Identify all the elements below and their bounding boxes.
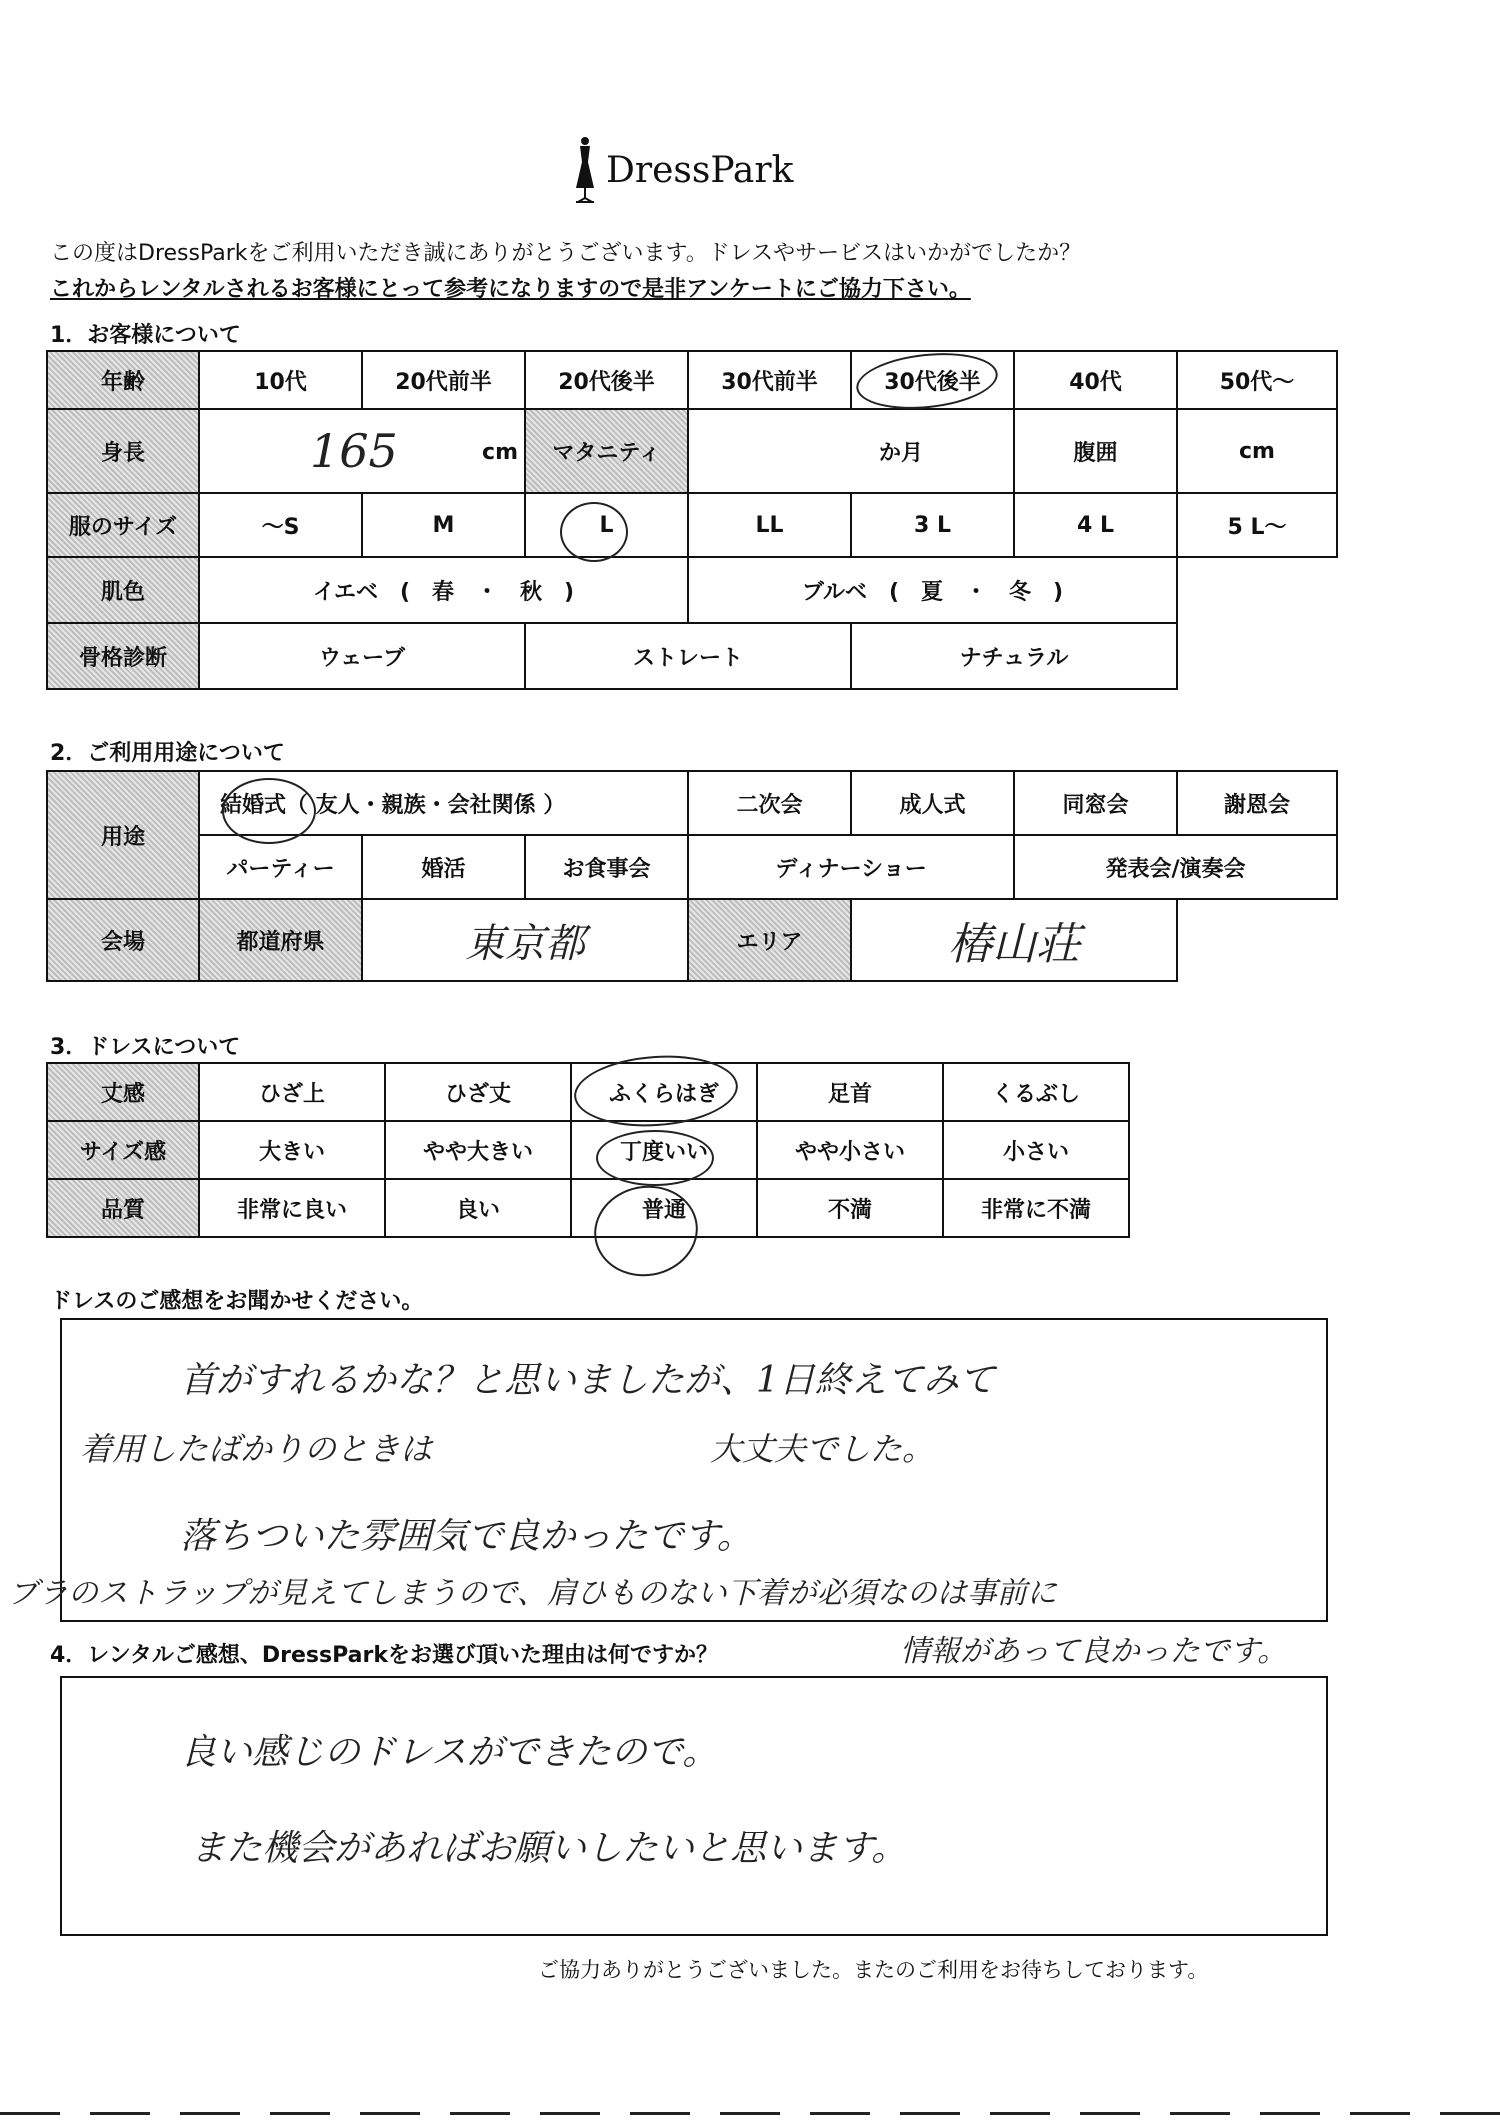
comment-line: 大丈夫でした。 (710, 1430, 935, 1468)
frame-label: 骨格診断 (47, 623, 199, 689)
section2-title: 2．ご利用用途について (50, 741, 285, 766)
fit-option[interactable]: やや小さい (757, 1121, 943, 1179)
size-option[interactable]: 3 L (851, 493, 1014, 557)
scan-edge-line (0, 2112, 1500, 2115)
size-option[interactable]: ～S (199, 493, 362, 557)
use-option[interactable]: 婚活 (362, 835, 525, 899)
intro-request: これからレンタルされるお客様にとって参考になりますので是非アンケートにご協力下さい。 (50, 277, 971, 302)
area-field[interactable] (851, 899, 1177, 981)
size-option[interactable]: 5 L～ (1177, 493, 1337, 557)
prefecture-label: 都道府県 (199, 899, 362, 981)
length-label: 丈感 (47, 1063, 199, 1121)
use-option[interactable]: 発表会/演奏会 (1014, 835, 1337, 899)
fit-option[interactable]: 大きい (199, 1121, 385, 1179)
section1-title: 1．お客様について (50, 323, 241, 348)
footer-thanks: ご協力ありがとうございました。またのご利用をお待ちしております。 (538, 1958, 1209, 1982)
wedding-detail: （ 友人・親族・会社関係 ） (286, 792, 566, 818)
quality-option[interactable]: 良い (385, 1179, 571, 1237)
use-option[interactable]: 成人式 (851, 771, 1014, 835)
height-field[interactable] (199, 409, 525, 493)
quality-option[interactable]: 非常に良い (199, 1179, 385, 1237)
skin-blue-option[interactable]: ブルベ ( 夏 ・ 冬 ) (688, 557, 1177, 623)
age-option[interactable]: 20代後半 (525, 351, 688, 409)
rental-comment-line: 良い感じのドレスができたので。 (180, 1732, 719, 1773)
age-label: 年齢 (47, 351, 199, 409)
age-option[interactable]: 20代前半 (362, 351, 525, 409)
quality-option[interactable]: 非常に不満 (943, 1179, 1129, 1237)
age-option-selected[interactable]: 30代後半 (851, 351, 1014, 409)
age-option[interactable]: 10代 (199, 351, 362, 409)
length-option[interactable]: 足首 (757, 1063, 943, 1121)
size-option[interactable]: LL (688, 493, 851, 557)
length-option[interactable]: ひざ上 (199, 1063, 385, 1121)
venue-label: 会場 (47, 899, 199, 981)
use-option[interactable]: 二次会 (688, 771, 851, 835)
use-option[interactable]: パーティー (199, 835, 362, 899)
intro-text: この度はDressParkをご利用いただき誠にありがとうございます。ドレスやサービスはいかがでしたか？ (50, 241, 1082, 266)
length-option-selected[interactable]: ふくらはぎ (571, 1063, 757, 1121)
area-label: エリア (688, 899, 851, 981)
section4-title: 4．レンタルご感想、DressParkをお選び頂いた理由は何ですか？ (50, 1643, 718, 1668)
selection-circle (596, 1130, 714, 1186)
fit-option[interactable]: やや大きい (385, 1121, 571, 1179)
use-option[interactable]: 謝恩会 (1177, 771, 1337, 835)
selection-circle (560, 502, 628, 562)
rental-comment-line: また機会があればお願いしたいと思います。 (190, 1828, 908, 1869)
height-unit: cm (482, 440, 518, 465)
blank-cell (1177, 899, 1337, 981)
waist-label: 腹囲 (1014, 409, 1177, 493)
section3-title: 3．ドレスについて (50, 1035, 241, 1060)
comment-line: 首がすれるかな？と思いましたが、1日終えてみて (180, 1360, 995, 1401)
fit-option-selected[interactable]: 丁度いい (571, 1121, 757, 1179)
length-option[interactable]: ひざ丈 (385, 1063, 571, 1121)
size-label: 服のサイズ (47, 493, 199, 557)
wedding-label: 結婚式 (220, 792, 287, 818)
quality-label: 品質 (47, 1179, 199, 1237)
height-label: 身長 (47, 409, 199, 493)
waist-unit[interactable]: cm (1177, 409, 1337, 493)
blank-cell (1177, 623, 1337, 689)
maternity-label: マタニティ (525, 409, 688, 493)
frame-option[interactable]: ナチュラル (851, 623, 1177, 689)
comment-line: ブラのストラップが見えてしまうので、肩ひものない下着が必須なのは事前に (8, 1576, 1057, 1611)
age-option[interactable]: 40代 (1014, 351, 1177, 409)
size-option[interactable]: M (362, 493, 525, 557)
comment-line: 落ちついた雰囲気で良かったです。 (180, 1516, 753, 1557)
dress-comment-label: ドレスのご感想をお聞かせください。 (50, 1289, 424, 1314)
use-option[interactable]: ディナーショー (688, 835, 1014, 899)
use-option[interactable]: お食事会 (525, 835, 688, 899)
dress-form-icon (568, 136, 602, 206)
comment-line: 情報があって良かったです。 (900, 1634, 1288, 1669)
size-option-selected[interactable]: L (525, 493, 688, 557)
blank-cell (1177, 557, 1337, 623)
selection-circle (222, 778, 316, 844)
rental-comment-box[interactable] (60, 1676, 1328, 1936)
maternity-months[interactable]: か月 (688, 409, 1014, 493)
skin-yellow-option[interactable]: イエベ ( 春 ・ 秋 ) (199, 557, 688, 623)
area-value: 椿山荘 (948, 919, 1081, 970)
use-option[interactable]: 同窓会 (1014, 771, 1177, 835)
height-value: 165 (310, 424, 398, 478)
prefecture-value: 東京都 (465, 920, 586, 967)
size-option[interactable]: 4 L (1014, 493, 1177, 557)
frame-option[interactable]: ウェーブ (199, 623, 525, 689)
fit-label: サイズ感 (47, 1121, 199, 1179)
skin-label: 肌色 (47, 557, 199, 623)
length-option[interactable]: くるぶし (943, 1063, 1129, 1121)
frame-option[interactable]: ストレート (525, 623, 851, 689)
brand-logo (560, 132, 800, 212)
comment-line: 着用したばかりのときは (80, 1430, 433, 1468)
age-option[interactable]: 30代前半 (688, 351, 851, 409)
fit-option[interactable]: 小さい (943, 1121, 1129, 1179)
use-label: 用途 (47, 771, 199, 899)
age-option[interactable]: 50代～ (1177, 351, 1337, 409)
prefecture-field[interactable] (362, 899, 688, 981)
quality-option[interactable]: 不満 (757, 1179, 943, 1237)
customer-table (46, 350, 1338, 690)
brand-name: DressPark (606, 150, 794, 191)
quality-option-selected[interactable]: 普通 (571, 1179, 757, 1237)
